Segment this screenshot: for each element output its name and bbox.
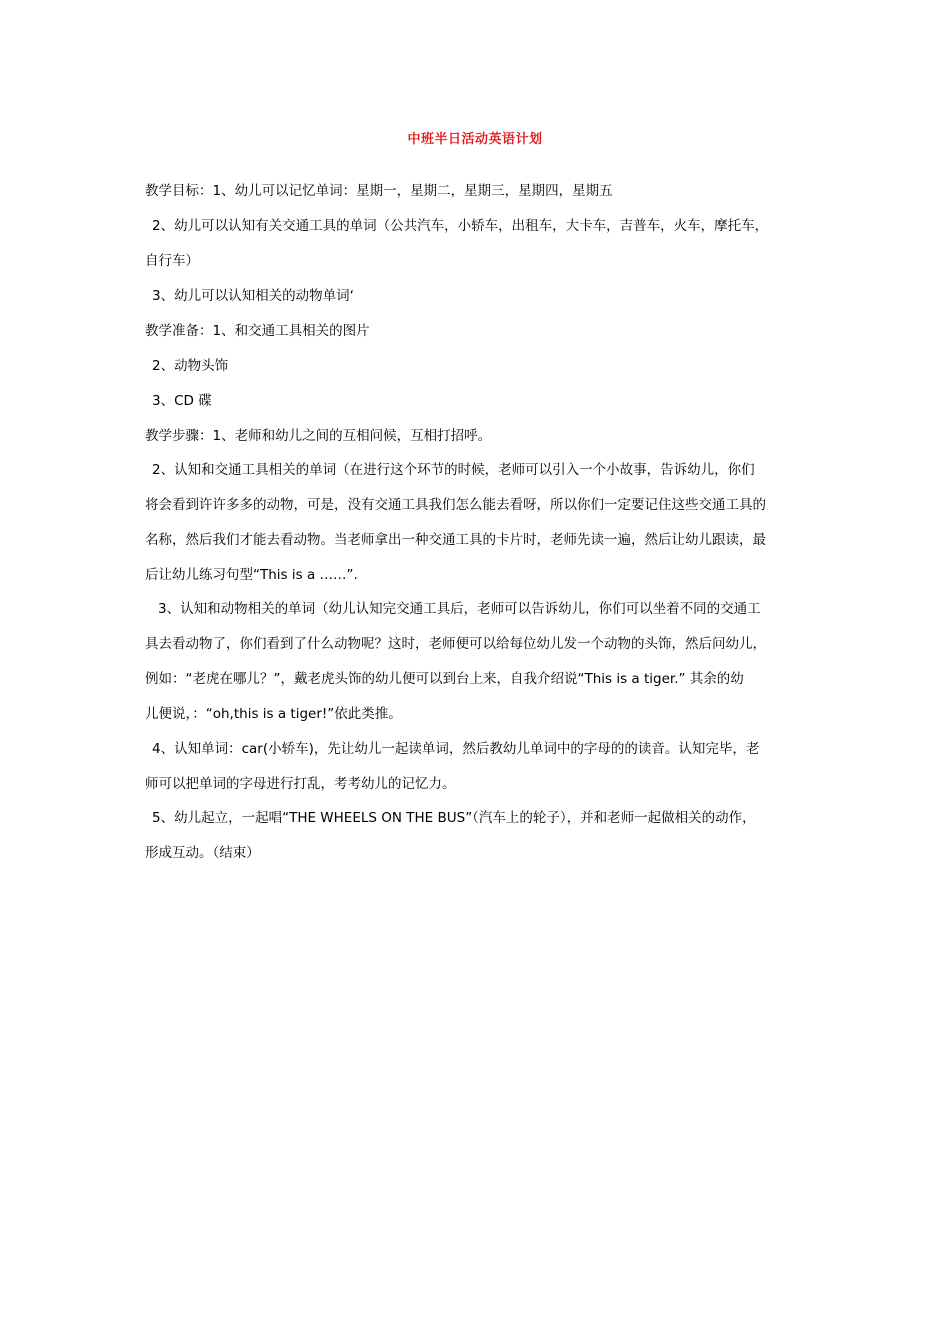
prep-line-2: 2、动物头饰 — [152, 358, 229, 374]
step-line-3: 3、认知和动物相关的单词（幼儿认知完交通工具后，老师可以告诉幼儿，你们可以坐着不同的交通工 — [158, 601, 761, 617]
step-line-2: 2、认知和交通工具相关的单词（在进行这个环节的时候，老师可以引入一个小故事，告诉幼儿，你们 — [152, 462, 755, 478]
prep-line-1: 教学准备：1、和交通工具相关的图片 — [145, 323, 370, 339]
step-line-3-cont-1: 具去看动物了，你们看到了什么动物呢？这时，老师便可以给每位幼儿发一个动物的头饰，然后问幼儿， — [145, 636, 766, 652]
goal-line-2-cont: 自行车） — [145, 253, 199, 269]
step-line-2-cont-1: 将会看到许许多多的动物，可是，没有交通工具我们怎么能去看呀，所以你们一定要记住这些交通工具的 — [145, 497, 766, 513]
goal-line-3: 3、幼儿可以认知相关的动物单词‘ — [152, 288, 354, 304]
step-line-2-cont-3: 后让幼儿练习句型“This is a ……”. — [145, 567, 358, 583]
step-line-4: 4、认知单词：car(小轿车)，先让幼儿一起读单词，然后教幼儿单词中的字母的的读音。认知完毕，老 — [152, 741, 760, 757]
step-line-3-cont-2: 例如：“老虎在哪儿？”，戴老虎头饰的幼儿便可以到台上来，自我介绍说“This is a tiger.” 其余的幼 — [145, 671, 744, 687]
goal-line-1: 教学目标：1、幼儿可以记忆单词：星期一，星期二，星期三，星期四，星期五 — [145, 183, 613, 199]
step-line-5: 5、幼儿起立，一起唱“THE WHEELS ON THE BUS”（汽车上的轮子），并和老师一起做相关的动作， — [152, 810, 756, 826]
prep-line-3: 3、CD 碟 — [152, 393, 212, 409]
step-line-1: 教学步骤：1、老师和幼儿之间的互相问候，互相打招呼。 — [145, 428, 492, 444]
document-title: 中班半日活动英语计划 — [407, 132, 543, 147]
step-line-4-cont: 师可以把单词的字母进行打乱，考考幼儿的记忆力。 — [145, 776, 456, 792]
step-line-2-cont-2: 名称，然后我们才能去看动物。当老师拿出一种交通工具的卡片时，老师先读一遍，然后让幼儿跟读，最 — [145, 532, 766, 548]
goal-line-2: 2、幼儿可以认知有关交通工具的单词（公共汽车，小轿车，出租车，大卡车，吉普车，火车，摩托车， — [152, 218, 769, 234]
step-line-3-cont-3: 儿便说，：“oh,this is a tiger!”依此类推。 — [145, 706, 402, 722]
step-line-5-cont: 形成互动。（结束） — [145, 845, 260, 861]
